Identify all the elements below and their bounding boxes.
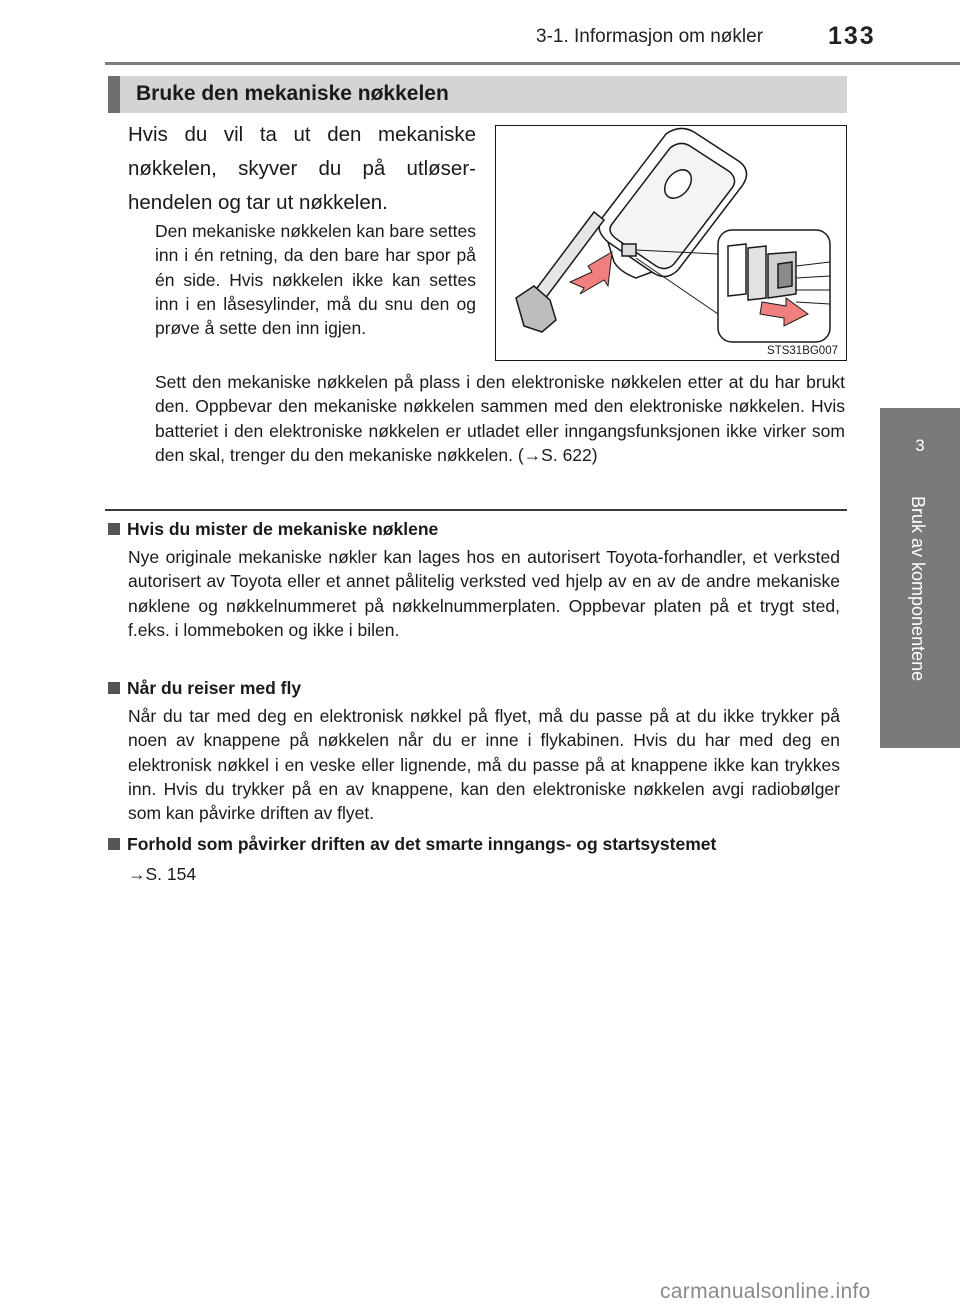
chapter-side-tab xyxy=(880,408,960,748)
intro-paragraph: Hvis du vil ta ut den mekaniske nøkkelen, skyver du på utløserhendelen og tar ut nøkkelen. xyxy=(128,123,476,214)
note-body-lost-keys: Nye originale mekaniske nøkler kan lages hos en autorisert Toyota-forhandler, et verksted autorisert av Toyota eller et annet pålitelig verksted ved hjelp av en av de andre mekaniske nøklene og nøkkelnummeret på nøkkelnummerplaten. Oppbevar platen på et trygt sted, f.eks. i lommeboken og ikke i bilen. xyxy=(128,547,840,640)
key-removal-figure xyxy=(495,125,847,361)
square-bullet-icon xyxy=(108,838,120,850)
chapter-number: 3 xyxy=(915,436,925,455)
note-store-key: Sett den mekaniske nøkkelen på plass i den elektroniske nøkkelen etter at du har brukt den. Oppbevar den mekaniske nøkkelen sammen med den elektroniske nøkkelen. Hvis batteriet i den elektroniske nøkkelen er utladet eller inngangsfunksjonen ikke virker som den skal, trenger du den mekaniske nøkkelen. (→S. 622) xyxy=(155,372,845,465)
note-body-flying: Når du tar med deg en elektronisk nøkkel på flyet, må du passe på at du ikke trykker på noen av knappene på nøkkelen når du er inne i flykabinen. Hvis du har med deg en elektronisk nøkkel i en veske eller lignende, må du passe på at knappene ikke kan trykkes inn. Hvis du trykker på en av knappene, kan den elektroniske nøkkelen avgi radiobølger som kan påvirke driften av flyet. xyxy=(128,706,840,824)
header-rule xyxy=(105,62,960,65)
release-lever-inset xyxy=(718,230,830,342)
square-bullet-icon xyxy=(108,523,120,535)
note-key-direction: Den mekaniske nøkkelen kan bare settes inn i én retning, da den bare har spor på én side. Hvis nøkkelen ikke kan settes inn i en låsesylinder, må du snu den og prøve å sette den inn igjen. xyxy=(155,221,476,339)
note-heading-smart-entry xyxy=(108,832,716,856)
watermark: carmanualsonline.info xyxy=(660,1280,871,1303)
note-heading-text: Hvis du mister de mekaniske nøklene xyxy=(127,519,439,539)
figure-code: STS31BG007 xyxy=(767,345,838,357)
pull-arrow xyxy=(570,252,612,294)
chapter-title: Bruk av komponentene xyxy=(908,496,928,682)
note-heading-lost-keys xyxy=(108,517,438,541)
square-bullet-icon xyxy=(108,682,120,694)
running-header-section: 3-1. Informasjon om nøkler xyxy=(536,26,764,47)
key-illustration xyxy=(496,126,847,361)
section-title: Bruke den mekaniske nøkkelen xyxy=(136,82,449,105)
page-number: 133 xyxy=(828,22,876,50)
section-title-bar xyxy=(108,76,847,113)
note-heading-flying xyxy=(108,676,301,700)
section-divider xyxy=(105,509,847,511)
note-heading-text: Når du reiser med fly xyxy=(127,678,302,698)
page-reference-link[interactable]: →S. 154 xyxy=(128,864,197,884)
note-heading-text: Forhold som påvirker driften av det smarte inngangs- og startsystemet xyxy=(127,834,717,854)
